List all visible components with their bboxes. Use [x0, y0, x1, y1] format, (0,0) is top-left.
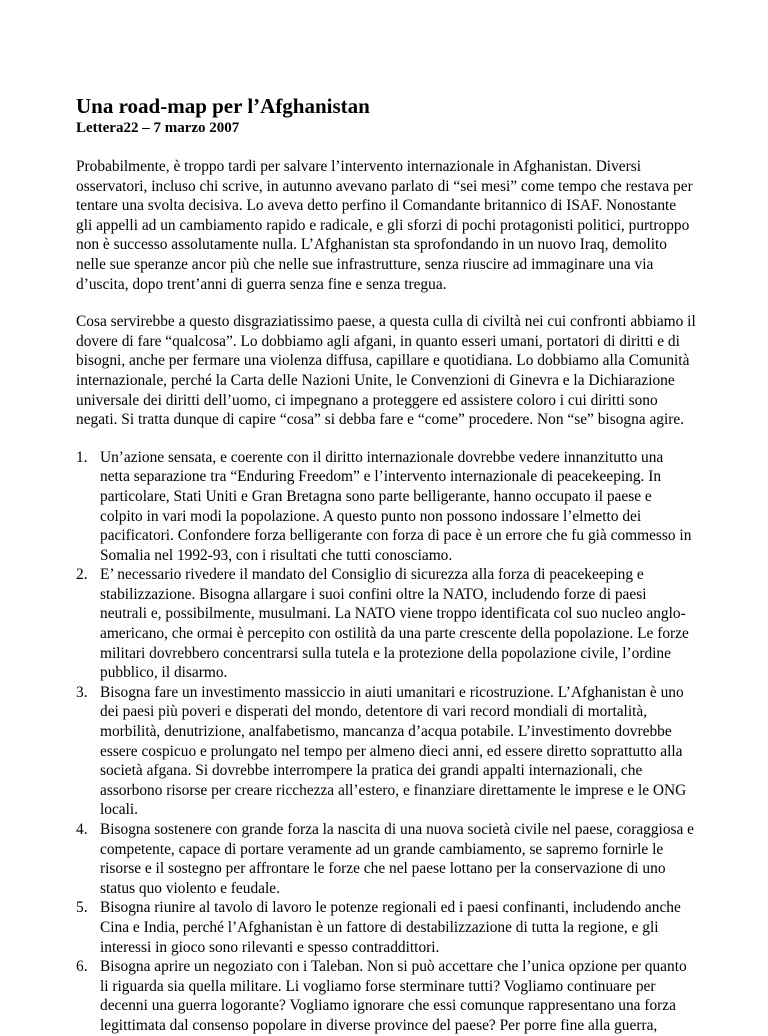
paragraph: Probabilmente, è troppo tardi per salvare l’intervento internazionale in Afghanistan. Diversi osservatori, incluso chi scrive, in autunno avevano parlato di “sei mesi” come tempo che restava per tentare una svolta decisiva. Lo aveva detto perfino il Comandante britannico di ISAF. Nonostante gli appelli ad un cambiamento rapido e radicale, e gli sforzi di pochi protagonisti politici, purtroppo non è successo assolutamente nulla. L’Afghanistan sta sprofondando in un nuovo Iraq, demolito nelle sue speranze ancor più che nelle sue infrastrutture, senza riuscire ad immaginare una via d’uscita, dopo trent’anni di guerra senza fine e senza tregua.: [76, 158, 693, 293]
paragraph: Cosa servirebbe a questo disgraziatissimo paese, a questa culla di civiltà nei cui confronti abbiamo il dovere di fare “qualcosa”. Lo dobbiamo agli afgani, in quanto esseri umani, portatori di diritti e di bisogni, anche per fermare una violenza diffusa, capillare e quotidiana. Lo dobbiamo alla Comunità internazionale, perché la Carta delle Nazioni Unite, le Convenzioni di Ginevra e la Dichiarazione universale dei diritti dell’uomo, ci impegnano a proteggere ed assistere coloro i cui diritti sono negati. Si tratta dunque di capire “cosa” si debba fare e “come” procedere. Non “se” bisogna agire.: [76, 313, 696, 429]
list-item: [76, 565, 696, 683]
list-item-text: Bisogna sostenere con grande forza la nascita di una nuova società civile nel paese, coraggiosa e competente, capace di portare veramente ad un grande cambiamento, se sapremo fornirle le risorse e il sostegno per affrontare le forze che nel paese lottano per la conservazione di uno status quo violento e feudale.: [100, 821, 695, 897]
list-item: [76, 957, 696, 1035]
list-item-text: Un’azione sensata, e coerente con il diritto internazionale dovrebbe vedere innanzitutto una netta separazione tra “Enduring Freedom” e l’intervento internazionale di peacekeeping. In particolare, Stati Uniti e Gran Bretagna sono parte belligerante, hanno occupato il paese e colpito in vari modi la popolazione. A questo punto non possono indossare l’elmetto dei pacificatori. Confondere forza belligerante con forza di pace è un errore che fu già commesso in Somalia nel 1992-93, con i risultati che tutti conosciamo.: [100, 448, 692, 564]
list-item: [76, 683, 696, 820]
document-title: Una road-map per l’Afghanistan: [76, 94, 370, 118]
document-page: [76, 94, 696, 1036]
list-item: [76, 898, 696, 957]
list-item-text: Bisogna fare un investimento massiccio in aiuti umanitari e ricostruzione. L’Afghanistan è uno dei paesi più poveri e disperati del mondo, detentore di vari record mondiali di mortalità, morbilità, denutrizione, analfabetismo, mancanza d’acqua potabile. L’investimento dovrebbe essere cospicuo e prolungato nel tempo per almeno dieci anni, ed essere diretto soprattutto alla società afgana. Si dovrebbe interrompere la pratica dei grandi appalti internazionali, che assorbono risorse per creare ricchezza all’estero, e finanziare direttamente le imprese e le ONG locali.: [100, 683, 687, 819]
list-item-number: 1.: [76, 448, 88, 466]
list-item: [76, 820, 696, 898]
list-item-text: Bisogna aprire un negoziato con i Taleban. Non si può accettare che l’unica opzione per quanto li riguarda sia quella militare. Li vogliamo forse sterminare tutti? Vogliamo continuare per decenni una guerra logorante? Vogliamo ignorare che essi comunque rappresentano una forza legittimata dal consenso popolare in diverse province del paese? Per porre fine alla guerra,: [100, 958, 687, 1034]
list-item-number: 3.: [76, 683, 88, 701]
list-item-text: Bisogna riunire al tavolo di lavoro le potenze regionali ed i paesi confinanti, includendo anche Cina e India, perché l’Afghanistan è un fattore di destabilizzazione di tutta la regione, e gli interessi in gioco sono rilevanti e spesso contraddittori.: [100, 899, 681, 956]
list-item: [76, 448, 696, 566]
document-subtitle: Lettera22 – 7 marzo 2007: [76, 120, 240, 136]
list-item-number: 5.: [76, 899, 88, 917]
list-item-text: E’ necessario rivedere il mandato del Consiglio di sicurezza alla forza di peacekeeping e stabilizzazione. Bisogna allargare i suoi confini oltre la NATO, includendo forze di paesi neutrali e, possibilmente, musulmani. La NATO viene troppo identificata col suo nucleo anglo-americano, che ormai è percepito con ostilità da una parte crescente della popolazione. Le forze militari dovrebbero concentrarsi sulla tutela e la protezione della popolazione civile, l’ordine pubblico, il disarmo.: [100, 566, 689, 682]
list-item-number: 2.: [76, 566, 88, 584]
numbered-list: [76, 448, 696, 1036]
list-item-number: 6.: [76, 958, 88, 976]
list-item-number: 4.: [76, 821, 88, 838]
